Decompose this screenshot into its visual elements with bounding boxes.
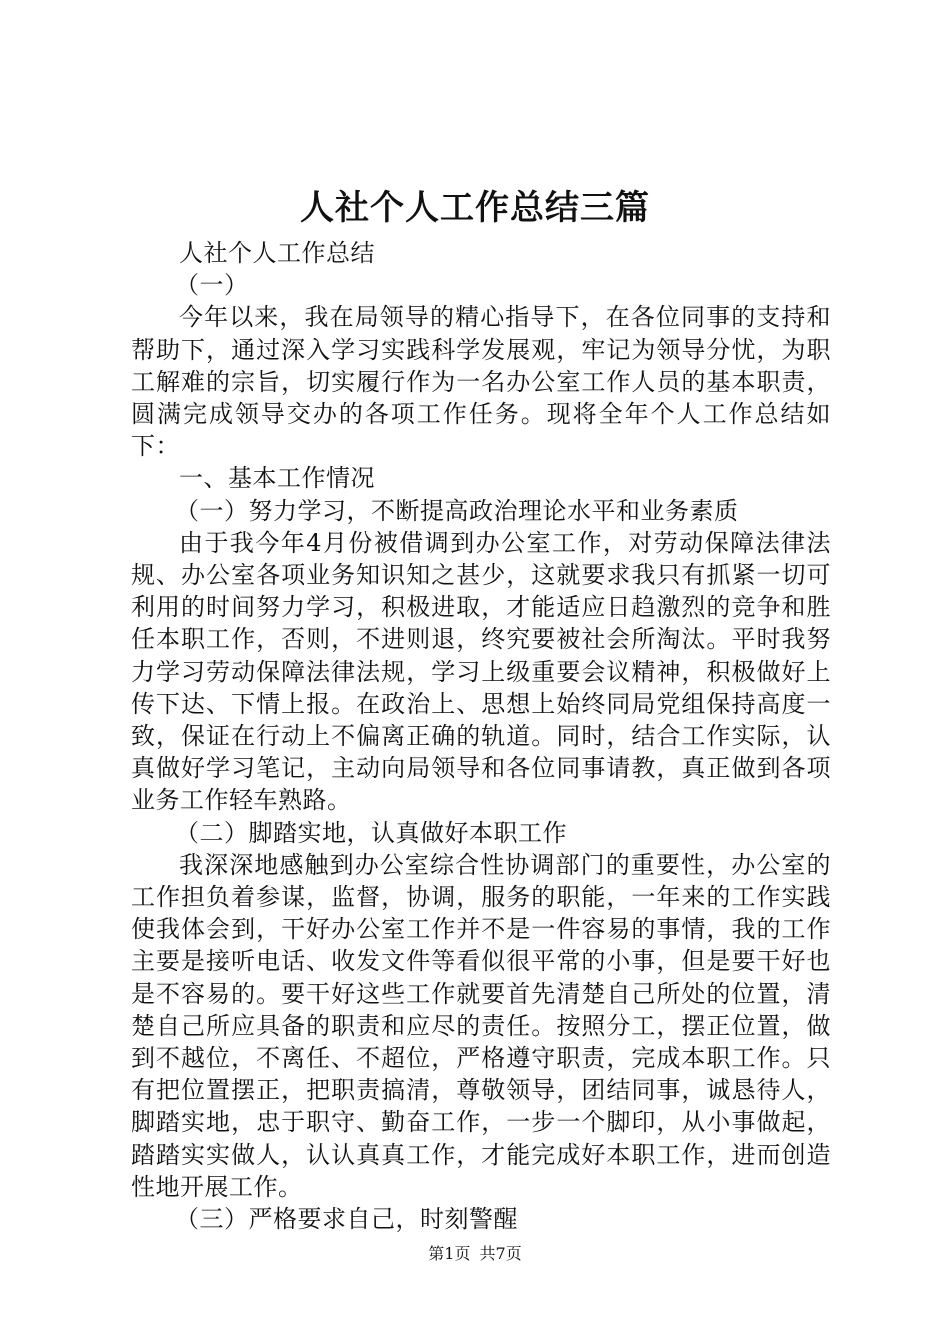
- heading-level-2: （二）脚踏实地，认真做好本职工作: [175, 818, 567, 847]
- body-paragraph: 今年以来，我在局领导的精心指导下，在各位同事的支持和帮助下，通过深入学习实践科学发展观，牢记为领导分忧，为职工解难的宗旨，切实履行作为一名办公室工作人员的基本职责，圆满完成领导交办的各项工作任务。现将全年个人工作总结如下：: [131, 303, 831, 461]
- section-number: （一）: [175, 271, 249, 300]
- body-paragraph: 我深深地感触到办公室综合性协调部门的重要性，办公室的工作担负着参谋，监督，协调，服务的职能，一年来的工作实践使我体会到，干好办公室工作并不是一件容易的事情，我的工作主要是接听电话、收发文件等看似很平常的小事，但是要干好也是不容易的。要干好这些工作就要首先清楚自己所处的位置，清楚自己所应具备的职责和应尽的责任。按照分工，摆正位置，做到不越位，不离任、不超位，严格遵守职责，完成本职工作。只有把位置摆正，把职责搞清，尊敬领导，团结同事，诚恳待人，脚踏实地，忠于职守、勤奋工作，一步一个脚印，从小事做起，踏踏实实做人，认认真真工作，才能完成好本职工作，进而创造性地开展工作。: [131, 850, 831, 1201]
- document-body: [131, 237, 831, 1235]
- page-number: 第1页: [428, 1244, 471, 1263]
- document-title: 人社个人工作总结三篇: [300, 188, 650, 228]
- page-total: 共7页: [479, 1244, 522, 1263]
- heading-level-2: （三）严格要求自己，时刻警醒: [175, 1205, 518, 1234]
- heading-level-2: （一）努力学习，不断提高政治理论水平和业务素质: [175, 496, 739, 525]
- heading-level-1: 一、基本工作情况: [179, 464, 375, 493]
- section-heading: 人社个人工作总结: [179, 239, 375, 267]
- body-paragraph: 由于我今年4月份被借调到办公室工作，对劳动保障法律法规、办公室各项业务知识知之甚少，这就要求我只有抓紧一切可利用的时间努力学习，积极进取，才能适应日趋激烈的竞争和胜任本职工作，否则，不进则退，终究要被社会所淘汰。平时我努力学习劳动保障法律法规，学习上级重要会议精神，积极做好上传下达、下情上报。在政治上、思想上始终同局党组保持高度一致，保证在行动上不偏离正确的轨道。同时，结合工作实际，认真做好学习笔记，主动向局领导和各位同事请教，真正做到各项业务工作轻车熟路。: [131, 528, 831, 815]
- page-footer: [0, 1242, 950, 1266]
